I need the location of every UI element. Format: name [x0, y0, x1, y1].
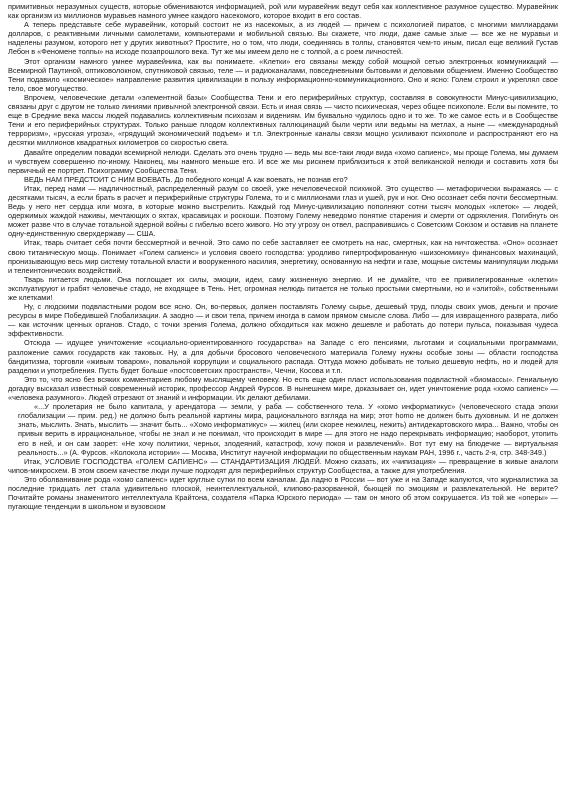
paragraph: Давайте определим повадки всемирной нелюди. Сделать это очень трудно — ведь мы все-таки люди вида «хомо сапиенс», мы проще Голема, мы думаем и чувствуем совершенно по-иному. Наконец, мы намного меньше его. И все же мы рискнем приблизиться к этой великанской нелюди и составить хотя бы первичный ее портрет. Психограмму Сообщества Тени.	[8, 147, 558, 175]
quote-paragraph: «...У пролетария не было капитала, у арендатора — земли, у раба — собственного тела. У «хомо информатикус» (человеческого стада эпохи глобализации — прим. ред.) не должно быть реальной картины мира, рационального взгляда на мир; этот homo не должен быть духовным. И не должен знать, мыслить. Знать, мыслить — значит быть... «Хомо информатикус» — жилец (или скорее нежилец, нежить) антидекартовского мира... Важно, чтобы он привык верить в иррациональное, чтобы не знал и не понимал, что происходит в мире — для этого не надо перекрывать информацию; наоборот, утопить его в ней, и он сам заорет: «Не хочу политики, черных, злодеяний, катастроф, хочу покоя и развлечений». Вот тут ему на блюдечке — виртуальная реальность...» (А. Фурсов. «Колокола истории» — Москва, Институт научной информации по общественным наукам РАН, 1996 г., часть 2-я, стр. 348-349.)	[18, 402, 558, 457]
paragraph: ВЕДЬ НАМ ПРЕДСТОИТ С НИМ ВОЕВАТЬ. До победного конца! А как воевать, не познав его?	[24, 174, 348, 184]
paragraph: Впрочем, человеческие детали «элементной базы» Сообщества Тени и его периферийных структур, составляя в совокупности Минус-цивилизацию, связаны друг с другом не только линиями привычной электронной связи. Есть и иная связь — чисто психическая, через общее психополе. Если вы помните, то еще в Средние века массы людей подавались коллективным психозам и видениям. Им буквально чудилось одно и то же. То же самое есть и в Сообществе Тени и его периферийных структурах. Только раньше плодом коллективных галлюцинаций были черти или ведьмы на метлах, а ныне — «международный терроризм», «русская угроза», «грядущий экономический подъем» и т.п. Электронные каналы связи мощно усиливают психополе и распространяют его на десятки миллионов квадратных километров со скоростью света.	[8, 92, 558, 148]
paragraph: Итак, УСЛОВИЕ ГОСПОДСТВА «ГОЛЕМ САПИЕНС» — СТАНДАРТИЗАЦИЯ ЛЮДЕЙ. Можно сказать, их «чипизация» — превращение в живые аналоги чипов-микросхем. В этом своем качестве люди лучше подходят для периферийных структур Сообщества, а также для употребления.	[8, 456, 558, 475]
paragraph: Итак, тварь считает себя почти бессмертной и вечной. Это само по себе заставляет ее смотреть на нас, смертных, как на ничтожества. «Оно» осознает свою титаническую мощь. Понимает «Голем сапиенс» и условия своего господства: уродливо гипертрофированную «шизономику» финансовых махинаций, пронизывающую весь мир систему тотальной власти и вооруженного насилия, энергетику, основанную на нефти и газе, мощные системы манипуляции людьми и телеинтонических воздействий.	[8, 238, 558, 275]
paragraph: Ну, с людскими подвластными родом все ясно. Он, во-первых, должен поставлять Голему сырье, дешевый труд, плоды своих умов, деньги и прочие ресурсы в мире Победившей Глобализации. А заодно — и свои тела, причем иногда в самом прямом смысле слова. Либо — для извращенного разврата, либо — как источник ценных органов. Стадо, с точки зрения Голема, должно обходиться как можно дешевле и работать до потери пульса, показывая чудеса эффективности.	[8, 302, 558, 339]
paragraph: Этот организм намного умнее муравейника, как вы понимаете. «Клетки» его связаны между собой мощной сетью электронных коммуникаций — Всемирной Паутиной, оптиковолокном, спутниковой связью, теле — и радиоканалами, повседневными бытовыми и деловыми общением. Именно Сообщество Тени подавило «космическое» направление развития цивилизации в пользу информационно-коммуникационного. Оно и ясно: Голем строил и укреплял свое тело, свое могущество.	[8, 56, 558, 93]
paragraph: Тварь питается людьми. Она поглощает их силы, эмоции, идеи, саму жизненную энергию. И не думайте, что ее привилегированные «клетки» эксплуатируют и грабят человечье стадо, не входящее в Тень. Нет, огромная нелюдь питается не только простыми смертными, но и «элитой», собственными же клетками!	[8, 274, 558, 302]
paragraph: Отсюда — идущее уничтожение «социально-ориентированного государства» на Западе с его пенсиями, льготами и социальными программами, разложение самих государств как таковых. Ну, а для добычи бросового человеческого материала Голему нужны особые зоны — области господства бандитизма, торговли «живым товаром», повальной коррупции и социального распада. Оттуда можно добывать не только дешевую нефть, но и людей для разделки и употребления. Пусть будет больше «постсоветских пространств», Чечни, Косова и т.п.	[8, 338, 558, 375]
paragraph: Итак, перед нами — надличностный, распределенный разум со своей, уже нечеловеческой психикой. Это существо — метафорически выражаясь — с десятками тысяч, а если брать в расчет и периферийные структуры Голема, то и с миллионами глаз и ушей, рук и ног. Оно осознает себя почти бессмертным. Ведь у него нет сердца или мозга, в которые можно выстрелить. Каждый год Минус-цивилизацию пополняют сотни тысяч молодых «клеток» — людей, одержимых жаждой наживы, мечтающих о яхтах, красавицах и роскоши. Поэтому Голему неведомо понятие старения и смерти от одряхления. Погибнуть он может разве что в случае тотальной ядерной войны с гибелью всего живого. Но эту угрозу он отвел, расправившись с Советским Союзом и оставив на планете одну-единственную сверхдержаву — США.	[8, 183, 558, 239]
paragraph: примитивных неразумных существ, которые обмениваются информацией, рой или муравейник ведут себя как коллективное разумное существо. Муравейник как организм из миллионов муравьев намного умнее каждого насекомого, которое входит в его состав.	[8, 2, 558, 21]
paragraph: Это то, что ясно без всяких комментариев любому мыслящему человеку. Но есть еще один пласт использования подвластной «биомассы». Гениальную догадку высказал известный современный историк, профессор Андрей Фурсов. В нынешнем мире, доказывает он, идет уничтожение рода «хомо сапиенс» — «человека разумного». Людей отрезают от знаний и информации. Их делают дебилами.	[8, 374, 558, 403]
paragraph: А теперь представьте себе муравейник, который состоит не из насекомых, а из людей — причем с психологией пиратов, с многими миллиардами долларов, с реактивными личными самолетами, компьютерами и мобильной связью. Вы скажете, что люди, даже самые злые — все же не муравьи и наделены разумом, которого нет у других животных? Простите, но о том, что люди, соединяясь в толпы, становятся чем-то иным, писал еще великий Густав Лебон в «Феномене толпы» на исходе позапрошлого века. Тут же мы имеем дело не с толпой, а с роем личностей.	[8, 20, 558, 57]
paragraph: Это оболванивание рода «хомо сапиенс» идет круглые сутки по всем каналам. Да ладно в России — вот уже и на Западе жалуются, что журналистика за последние тридцать лет стала удивительно плоской, неинтеллектуальной, клипово-разорванной, бьющей по эмоциям и развлекательной. Не верите? Почитайте романы знаменитого интеллектуала Крайтона, создателя «Парка Юрского периода» — там он много об этом сокрушается. Из той же «оперы» — пугающие тенденции в школьном и вузовском	[8, 474, 558, 512]
